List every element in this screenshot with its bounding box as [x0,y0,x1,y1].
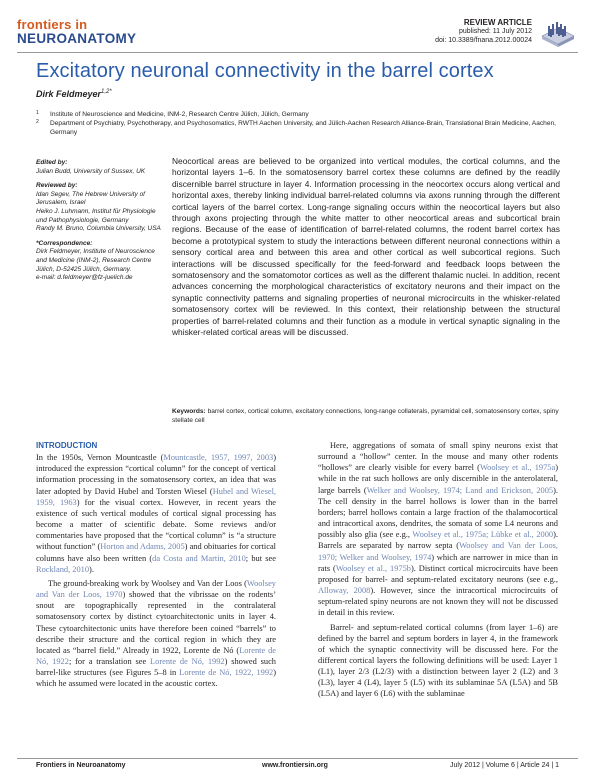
body-column-left [36,440,276,689]
edited-by-heading: Edited by: [36,159,68,166]
correspondence-heading: *Correspondence: [36,239,93,247]
citation-link[interactable]: Rockland, 2010 [36,564,90,574]
paragraph-text: ). The cell density in the barrel hollows is lower than in the barrel borders; barrel hollows contain a large fraction of the thalamocortical and intracortical axons, dendrites, the somata of some L4 neurons and possibly also glia (see e.g., [318,485,558,540]
keywords-list: barrel cortex, cortical column, excitatory connections, long-range collaterals, pyramidal cell, somatosensory cortex, spiny stellate cell [172,408,559,424]
citation-link[interactable]: Woolsey and Van der Loos, 1970 [36,578,276,600]
affiliation-number: 2 [36,119,39,125]
footer-url[interactable]: www.frontiersin.org [262,762,328,769]
article-type: REVIEW ARTICLE [463,18,532,27]
paragraph-text: ) showed such barrel-like structures (see Figures 5–8 in [36,656,276,678]
affiliations [36,110,556,137]
doi: doi: 10.3389/fnana.2012.00024 [435,37,532,44]
paragraph-text: ) while in the rat such hollows are only discernible in the anterolateral, large barrels ( [318,463,558,495]
header-divider [17,52,578,53]
keywords [172,407,560,425]
paragraph-text: Barrel- and septum-related cortical columns (from layer 1–6) are defined by the barrel and septum borders in layer 4, in the framework of which the synaptic connectivity will be discussed here. For the different cortical layers the following definitions will be used: Layer 1 (L1), layer 2/3 (L2/3) with a distinction between layer 2 (L2) and 3 (L3), layer 4 (L4), layer 5 (L5) with its sublaminae 5A (L5A) and 5B (L5A) and layer 6 (L6) with the sublaminae [318,622,558,699]
paragraph [36,452,276,575]
citation-link[interactable]: Woolsey and Van der Loos, 1970; Welker and Woolsey, 1974 [318,541,558,562]
logo-bottom-text: NEUROANATOMY [17,31,137,46]
citation-link[interactable]: Lorente de Nó, 1992 [150,656,225,666]
citation-link[interactable]: Woolsey et al., 1975b [335,563,411,573]
paragraph-text: ) introduced the expression “cortical column” for the concept of vertical information processing in the somatosensory cortex, an idea that was later adopted by David Hubel and Torsten Wiesel ( [36,453,276,496]
reviewer: Randy M. Bruno, Columbia University, USA [36,225,161,233]
affiliation-2 [36,119,556,137]
footer-issue: July 2012 | Volume 6 | Article 24 | 1 [450,762,559,769]
abstract: Neocortical areas are believed to be organized into vertical modules, the cortical columns, and the horizontal layers 1–6. In the somatosensory barrel cortex these columns are defined by the readily discernible barrel structure in layer 4. Information processing in the neocortex occurs along vertical and horizontal axes, thereby linking individual barrel-related columns via axons running through the different cortical layers of the barrel cortex. Long-range signaling occurs within the neocortical layers but also through axons projecting through the white matter to other neocortical areas and subcortical brain regions. Because of the ease of identification of barrel-related columns, the rodent barrel cortex has become a prototypical system to study the interactions between different neuronal connections within a sensory cortical area and between this area and other cortical as well subcortical regions. Such interactions will be discussed specifically for the feed-forward and feedback loops between the somatosensory and the somatomotor cortices as well as the different thalamic nuclei. In addition, recent advances concerning the morphological characteristics of excitatory neurons and their impact on the synaptic connectivity patterns and signaling properties of neuronal microcircuits in the whisker-related somatosensory cortex will be reviewed. In this context, their relationship between the structural properties of barrel-related columns and their function as a module in vertical synaptic signaling in the whisker-related cortical areas will be discussed. [172,156,560,338]
paragraph-text: ) which he assumed were located in the acoustic cortex. [36,668,276,689]
citation-link[interactable]: Alloway, 2008 [318,586,371,596]
citation-link[interactable]: Hubel and Wiesel, 1959, 1963 [36,486,276,507]
correspondence-email[interactable]: e-mail: d.feldmeyer@fz-juelich.de [36,274,133,282]
paragraph-text: ; for a translation see [68,656,151,666]
citation-link[interactable]: Woolsey et al., 1975a; Lübke et al., 2000 [412,530,554,540]
citation-link[interactable]: Lorente de Nó, 1922, 1992 [179,668,274,678]
footer-divider [17,758,578,759]
citation-link[interactable]: Woolsey et al., 1975a [479,463,556,473]
affiliation-text: Institute of Neuroscience and Medicine, INM-2, Research Centre Jülich, Jülich, Germany [50,111,309,118]
affiliation-text: Department of Psychiatry, Psychotherapy, and Psychosomatics, RWTH Aachen University, and Jülich-Aachen Research Alliance-Brain, Translational Brain Medicine, Aachen, Germany [50,120,556,136]
paragraph-text: ). Distinct cortical microcircuits have been proposed for barrel- and septum-related excitatory neurons (see e.g., [318,563,558,584]
author-affil-sup: 1,2* [101,89,112,95]
citation-link[interactable]: Lorente de Nó, 1922 [36,645,276,666]
paragraph-text: ) which are narrower in mice than in rats ( [318,552,558,573]
affiliation-number: 1 [36,110,39,116]
citation-link[interactable]: Mountcastle, 1957, 1997, 2003 [163,453,274,463]
editor: Julian Budd, University of Sussex, UK [36,167,146,175]
reviewer: Idan Segev, The Hebrew University of Jerusalem, Israel [36,190,145,207]
section-heading-introduction: INTRODUCTION [36,441,98,450]
paragraph-text: ). However, since the intracortical microcircuits of septum-related spiny neurons are not known they will not be discussed in detail in this review. [318,586,558,618]
footer-journal: Frontiers in Neuroanatomy [36,762,126,769]
journal-logo [17,18,136,46]
article-meta [435,18,532,45]
reviewed-by-heading: Reviewed by: [36,182,78,190]
paragraph-text: ; but see [245,553,276,563]
paragraph-text: ). [89,564,94,574]
reviewer: Heiko J. Luhmann, Institut für Physiologie und Pathophysiologie, Germany [36,207,156,224]
affiliation-1 [36,110,556,119]
body-column-right [318,440,558,700]
correspondence-address: Dirk Feldmeyer, Institute of Neuroscience and Medicine (INM-2), Research Centre Jülich, D-52425 Jülich, Germany. [36,248,155,273]
citation-link[interactable]: Welker and Woolsey, 1974; Land and Erickson, 2005 [366,485,554,495]
published-date: published: 11 July 2012 [458,28,532,35]
neuroanatomy-journal-icon [538,18,578,48]
article-title: Excitatory neuronal connectivity in the barrel cortex [36,60,494,82]
paragraph [36,578,276,690]
citation-link[interactable]: da Costa and Martin, 2010 [152,553,246,563]
paragraph-text: ). Barrels are separated by narrow septa ( [318,530,558,551]
keywords-label: Keywords: [172,408,206,415]
paragraph-text: The ground-breaking work by Woolsey and Van der Loos ( [48,578,247,588]
logo-top-text: frontiers in [17,17,88,32]
author-name: Dirk Feldmeyer [36,89,102,99]
paragraph-text: ) and obituaries for cortical columns have also been written ( [36,542,276,563]
paragraph-text: ) for the visual cortex. However, in recent years the existence of such vertical modules of cortical signal processing has become a matter of scientific debate. Some reviews and/or commentaries have proposed that the “cortical column” is “a structure without function” ( [36,497,277,552]
paragraph-text: In the 1950s, Vernon Mountcastle ( [36,453,164,463]
paragraph-text: ) showed that the vibrissae on the rodents’ snout are topographically represented in the contralateral somatosensory cortex by distinct cytoarchitectonic units in layer 4. These cytoarchitectonic units have therefore been coined “barrels” to describe their structure and the cortical region in which they are located as “barrel field.” Already in 1922, Lorente de Nó ( [36,590,276,655]
editorial-sidebar [36,157,161,283]
paragraph [318,622,558,700]
paragraph [318,440,558,619]
paragraph-text: Here, aggregations of somata of small spiny neurons exist that surround a “hollow” center. In the mouse and many other rodents “hollows” are clearly visible for every barrel ( [318,441,558,473]
citation-link[interactable]: Horton and Adams, 2005 [100,542,185,552]
author-line [36,89,112,99]
